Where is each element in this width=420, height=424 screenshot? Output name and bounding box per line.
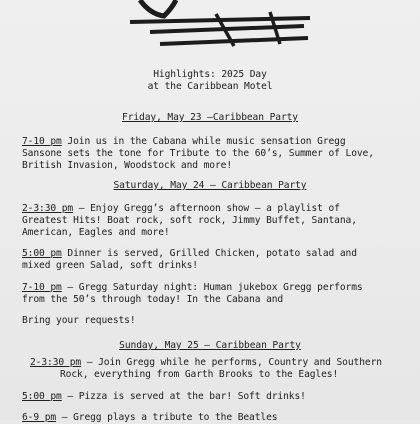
- event-time: 7-10 pm: [22, 136, 62, 147]
- event-text: mixed green Salad, soft drinks!: [22, 260, 198, 271]
- event-text: 7-10 pm – Gregg Saturday night: Human jukebox Gregg performs: [22, 282, 363, 293]
- event-text: from the 50’s through today! In the Cabana and: [22, 294, 284, 305]
- event-text: British Invasion, Woodstock and more!: [22, 160, 233, 171]
- event-text: Bring your requests!: [22, 315, 136, 326]
- event-text: 6-9 pm – Gregg plays a tribute to the Beatles: [22, 412, 278, 423]
- motel-logo: [120, 0, 320, 56]
- event-text: 2-3:30 pm – Enjoy Gregg’s afternoon show – a playlist of: [22, 203, 340, 214]
- section-heading-sunday: Sunday, May 25 – Caribbean Party: [119, 340, 301, 351]
- title-line-1: Highlights: 2025 Day: [153, 69, 267, 80]
- event-time: 2-3:30 pm: [22, 203, 74, 214]
- event-text: American, Eagles and more!: [22, 227, 170, 238]
- event-time: 6-9 pm: [22, 412, 57, 423]
- event-text: 5:00 pm – Pizza is served at the bar! Soft drinks!: [22, 391, 306, 402]
- section-heading-saturday: Saturday, May 24 – Caribbean Party: [113, 180, 307, 191]
- event-time: 5:00 pm: [22, 391, 62, 402]
- event-time: 5:00 pm: [22, 248, 62, 259]
- event-text: 5:00 pm Dinner is served, Grilled Chicken, potato salad and: [22, 248, 357, 259]
- event-text: Rock, everything from Garth Brooks to the Eagles!: [60, 369, 339, 380]
- section-heading-friday: Friday, May 23 –Caribbean Party: [122, 112, 298, 123]
- event-text: 2-3:30 pm – Join Gregg while he performs, Country and Southern: [30, 357, 382, 368]
- event-text: Sansone sets the tone for Tribute to the 60’s, Summer of Love,: [22, 148, 374, 159]
- title-line-2: at the Caribbean Motel: [147, 81, 273, 92]
- event-time: 2-3:30 pm: [30, 357, 82, 368]
- event-time: 7-10 pm: [22, 282, 62, 293]
- event-text: 7-10 pm Join us in the Cabana while music sensation Gregg: [22, 136, 346, 147]
- event-text: Greatest Hits! Boat rock, soft rock, Jimmy Buffet, Santana,: [22, 215, 357, 226]
